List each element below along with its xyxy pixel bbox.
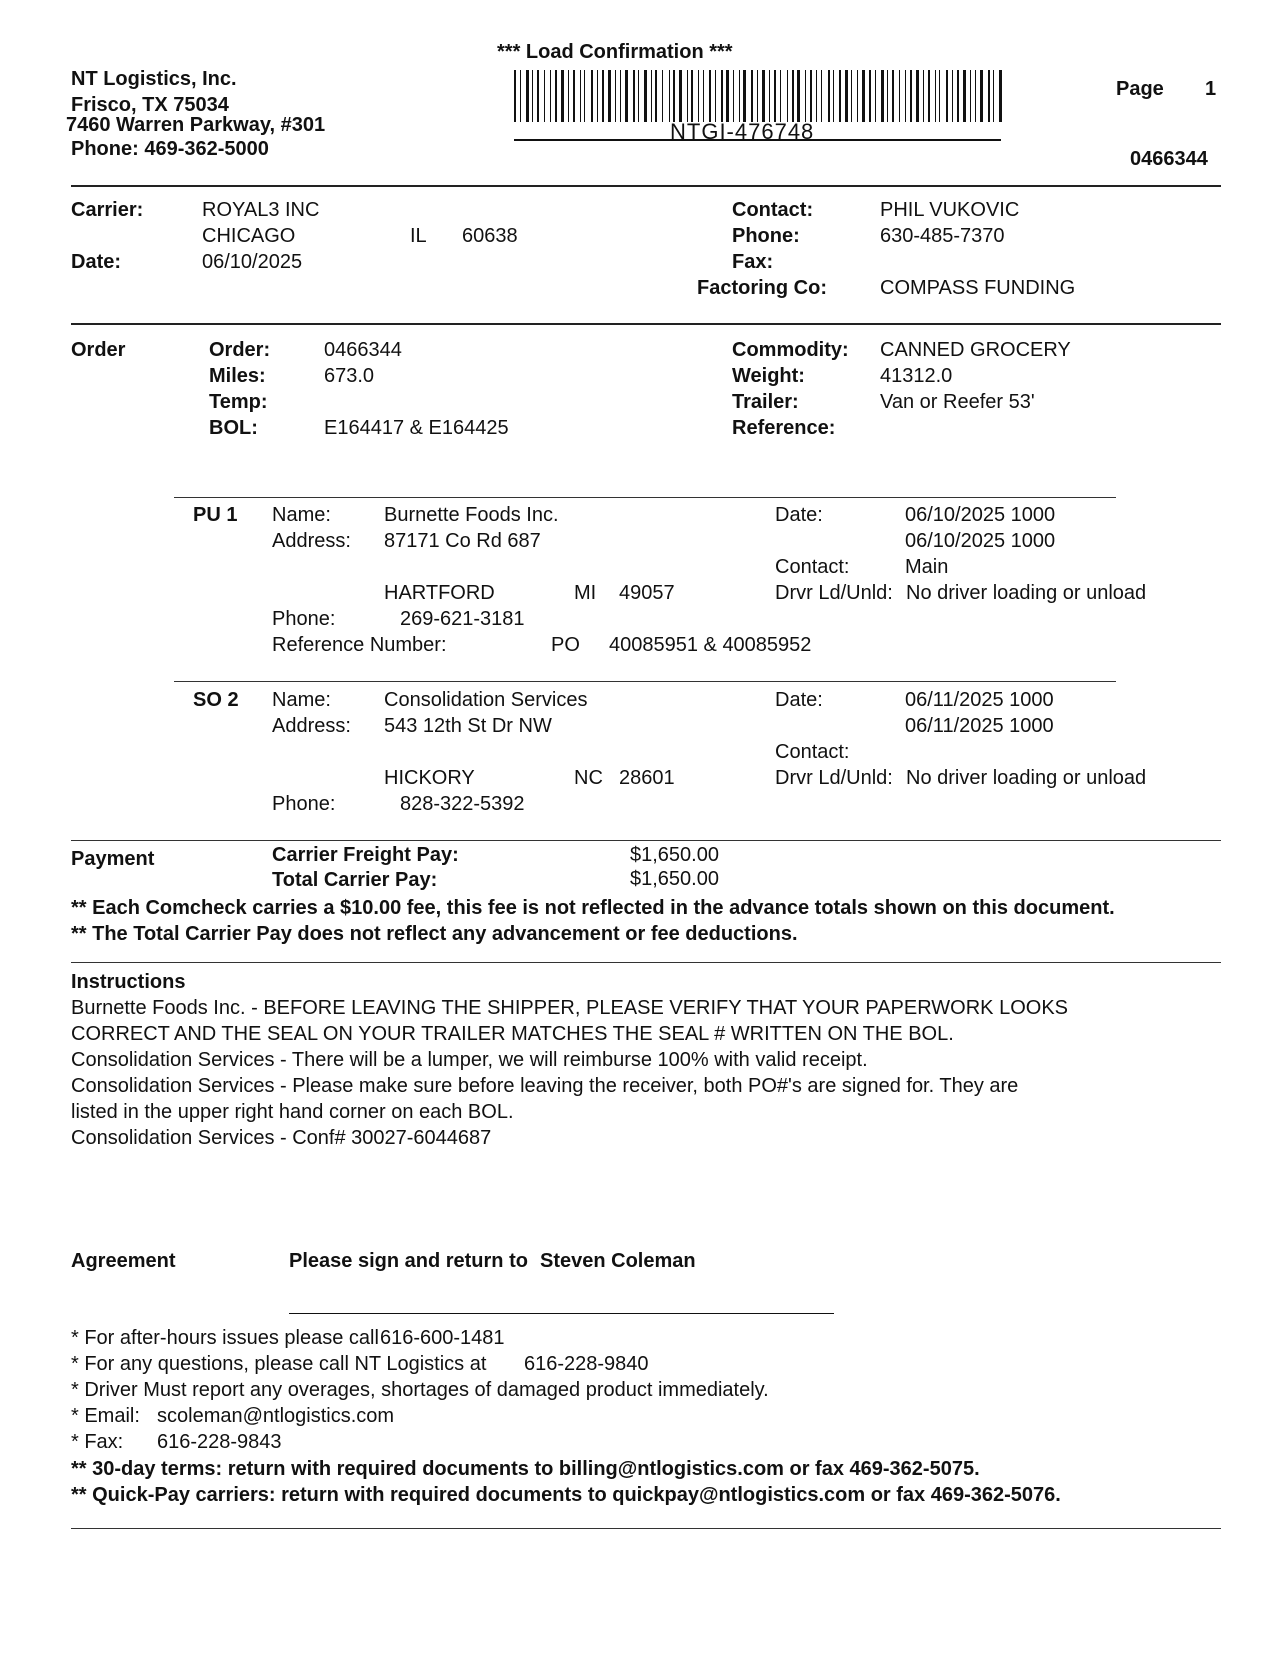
instructions-title: Instructions (71, 971, 186, 993)
stop-driver-value: No driver loading or unload (906, 767, 1147, 789)
divider (71, 185, 1221, 187)
carrier-zip: 60638 (462, 225, 518, 247)
stop-contact: Main (905, 556, 949, 578)
divider (71, 840, 1221, 841)
freight-pay-value: $1,650.00 (630, 844, 719, 866)
stop-reference-label: Reference Number: (272, 634, 447, 656)
stop-reference-value: 40085951 & 40085952 (609, 634, 812, 656)
instruction-line: CORRECT AND THE SEAL ON YOUR TRAILER MATCHES THE SEAL # WRITTEN ON THE BOL. (71, 1023, 954, 1045)
carrier-city: CHICAGO (202, 225, 296, 247)
barcode (514, 70, 1004, 122)
stop-state: MI (574, 582, 597, 604)
email-value: scoleman@ntlogistics.com (157, 1405, 395, 1427)
stop-code: PU 1 (193, 504, 238, 526)
questions-phone: 616-228-9840 (524, 1353, 649, 1375)
payment-section-label: Payment (71, 848, 155, 870)
stop-phone: 269-621-3181 (400, 608, 525, 630)
stop-date-2: 06/11/2025 1000 (905, 715, 1054, 737)
agreement-sign-name: Steven Coleman (540, 1250, 696, 1272)
order-reference: 0466344 (1130, 148, 1208, 170)
agreement-sign-text: Please sign and return to (289, 1250, 528, 1272)
stop-city: HICKORY (384, 767, 475, 789)
stop-phone-label: Phone: (272, 608, 336, 630)
carrier-name: ROYAL3 INC (202, 199, 320, 221)
total-pay-value: $1,650.00 (630, 868, 719, 890)
commodity-label: Commodity: (732, 339, 849, 361)
stop-contact-label: Contact: (775, 556, 850, 578)
signature-line[interactable] (289, 1313, 834, 1314)
stop-state: NC (574, 767, 603, 789)
instruction-line: Burnette Foods Inc. - BEFORE LEAVING THE SHIPPER, PLEASE VERIFY THAT YOUR PAPERWORK LOOKS (71, 997, 1068, 1019)
miles-label: Miles: (209, 365, 266, 387)
freight-pay-label: Carrier Freight Pay: (272, 844, 459, 866)
stop-driver-label: Drvr Ld/Unld: (775, 767, 893, 789)
fax-label: Fax: (732, 251, 774, 273)
stop-driver-value: No driver loading or unload (906, 582, 1147, 604)
stop-address-label: Address: (272, 715, 351, 737)
trailer-value: Van or Reefer 53' (880, 391, 1035, 413)
stop-phone: 828-322-5392 (400, 793, 525, 815)
stop-name: Consolidation Services (384, 689, 588, 711)
contact-label: Contact: (732, 199, 814, 221)
total-pay-label: Total Carrier Pay: (272, 869, 438, 891)
trailer-label: Trailer: (732, 391, 799, 413)
temp-label: Temp: (209, 391, 268, 413)
stop-divider (174, 681, 1116, 682)
order-label: Order: (209, 339, 271, 361)
company-name: NT Logistics, Inc. (71, 68, 237, 90)
reference-label: Reference: (732, 417, 836, 439)
payment-note: ** The Total Carrier Pay does not reflect any advancement or fee deductions. (71, 923, 798, 945)
stop-date-label: Date: (775, 504, 823, 526)
stop-zip: 49057 (619, 582, 675, 604)
weight-label: Weight: (732, 365, 805, 387)
after-hours-phone: 616-600-1481 (380, 1327, 505, 1349)
stop-date-label: Date: (775, 689, 823, 711)
instruction-line: Consolidation Services - Please make sure before leaving the receiver, both PO#'s are signed for. They are (71, 1075, 1019, 1097)
company-city: Frisco, TX 75034 (71, 94, 229, 116)
stop-date-1: 06/11/2025 1000 (905, 689, 1054, 711)
stop-address: 543 12th St Dr NW (384, 715, 552, 737)
stop-contact-label: Contact: (775, 741, 850, 763)
factoring-label: Factoring Co: (697, 277, 827, 299)
stop-address: 87171 Co Rd 687 (384, 530, 541, 552)
commodity-value: CANNED GROCERY (880, 339, 1071, 361)
stop-name-label: Name: (272, 504, 331, 526)
driver-note: * Driver Must report any overages, shortages of damaged product immediately. (71, 1379, 769, 1401)
stop-date-2: 06/10/2025 1000 (905, 530, 1056, 552)
instruction-line: listed in the upper right hand corner on each BOL. (71, 1101, 514, 1123)
fax-footer-value: 616-228-9843 (157, 1431, 282, 1453)
terms-note: ** 30-day terms: return with required documents to billing@ntlogistics.com or fax 469-362-5075. (71, 1458, 980, 1480)
fax-footer-label: * Fax: (71, 1431, 124, 1453)
stop-name: Burnette Foods Inc. (384, 504, 559, 526)
weight-value: 41312.0 (880, 365, 953, 387)
stop-date-1: 06/10/2025 1000 (905, 504, 1056, 526)
stop-driver-label: Drvr Ld/Unld: (775, 582, 893, 604)
factoring-value: COMPASS FUNDING (880, 277, 1076, 299)
stop-zip: 28601 (619, 767, 675, 789)
carrier-date: 06/10/2025 (202, 251, 303, 273)
company-phone: Phone: 469-362-5000 (71, 138, 269, 160)
order-section-label: Order (71, 339, 126, 361)
questions-text: * For any questions, please call NT Logistics at (71, 1353, 487, 1375)
carrier-state: IL (410, 225, 427, 247)
page-number: 1 (1205, 78, 1217, 100)
divider (71, 1528, 1221, 1529)
miles-value: 673.0 (324, 365, 375, 387)
phone-label: Phone: (732, 225, 800, 247)
email-label: * Email: (71, 1405, 140, 1427)
stop-divider (174, 497, 1116, 498)
barcode-text: NTGI-476748 (670, 119, 815, 144)
instruction-line: Consolidation Services - There will be a lumper, we will reimburse 100% with valid receipt. (71, 1049, 868, 1071)
payment-note: ** Each Comcheck carries a $10.00 fee, this fee is not reflected in the advance totals shown on this document. (71, 897, 1115, 919)
stop-name-label: Name: (272, 689, 331, 711)
agreement-label: Agreement (71, 1250, 176, 1272)
stop-phone-label: Phone: (272, 793, 336, 815)
terms-note: ** Quick-Pay carriers: return with required documents to quickpay@ntlogistics.com or fax 469-362-5076. (71, 1484, 1061, 1506)
barcode-underline (514, 139, 1001, 141)
company-street: 7460 Warren Parkway, #301 (66, 114, 326, 136)
divider (71, 323, 1221, 325)
contact-value: PHIL VUKOVIC (880, 199, 1020, 221)
carrier-label: Carrier: (71, 199, 144, 221)
page-label: Page (1116, 78, 1164, 100)
bol-value: E164417 & E164425 (324, 417, 509, 439)
phone-value: 630-485-7370 (880, 225, 1005, 247)
order-value: 0466344 (324, 339, 402, 361)
stop-code: SO 2 (193, 689, 239, 711)
stop-address-label: Address: (272, 530, 351, 552)
stop-city: HARTFORD (384, 582, 495, 604)
document-title: *** Load Confirmation *** (497, 41, 733, 63)
instruction-line: Consolidation Services - Conf# 30027-6044687 (71, 1127, 492, 1149)
stop-reference-type: PO (551, 634, 580, 656)
divider (71, 962, 1221, 963)
after-hours-text: * For after-hours issues please call (71, 1327, 379, 1349)
carrier-date-label: Date: (71, 251, 122, 273)
bol-label: BOL: (209, 417, 258, 439)
